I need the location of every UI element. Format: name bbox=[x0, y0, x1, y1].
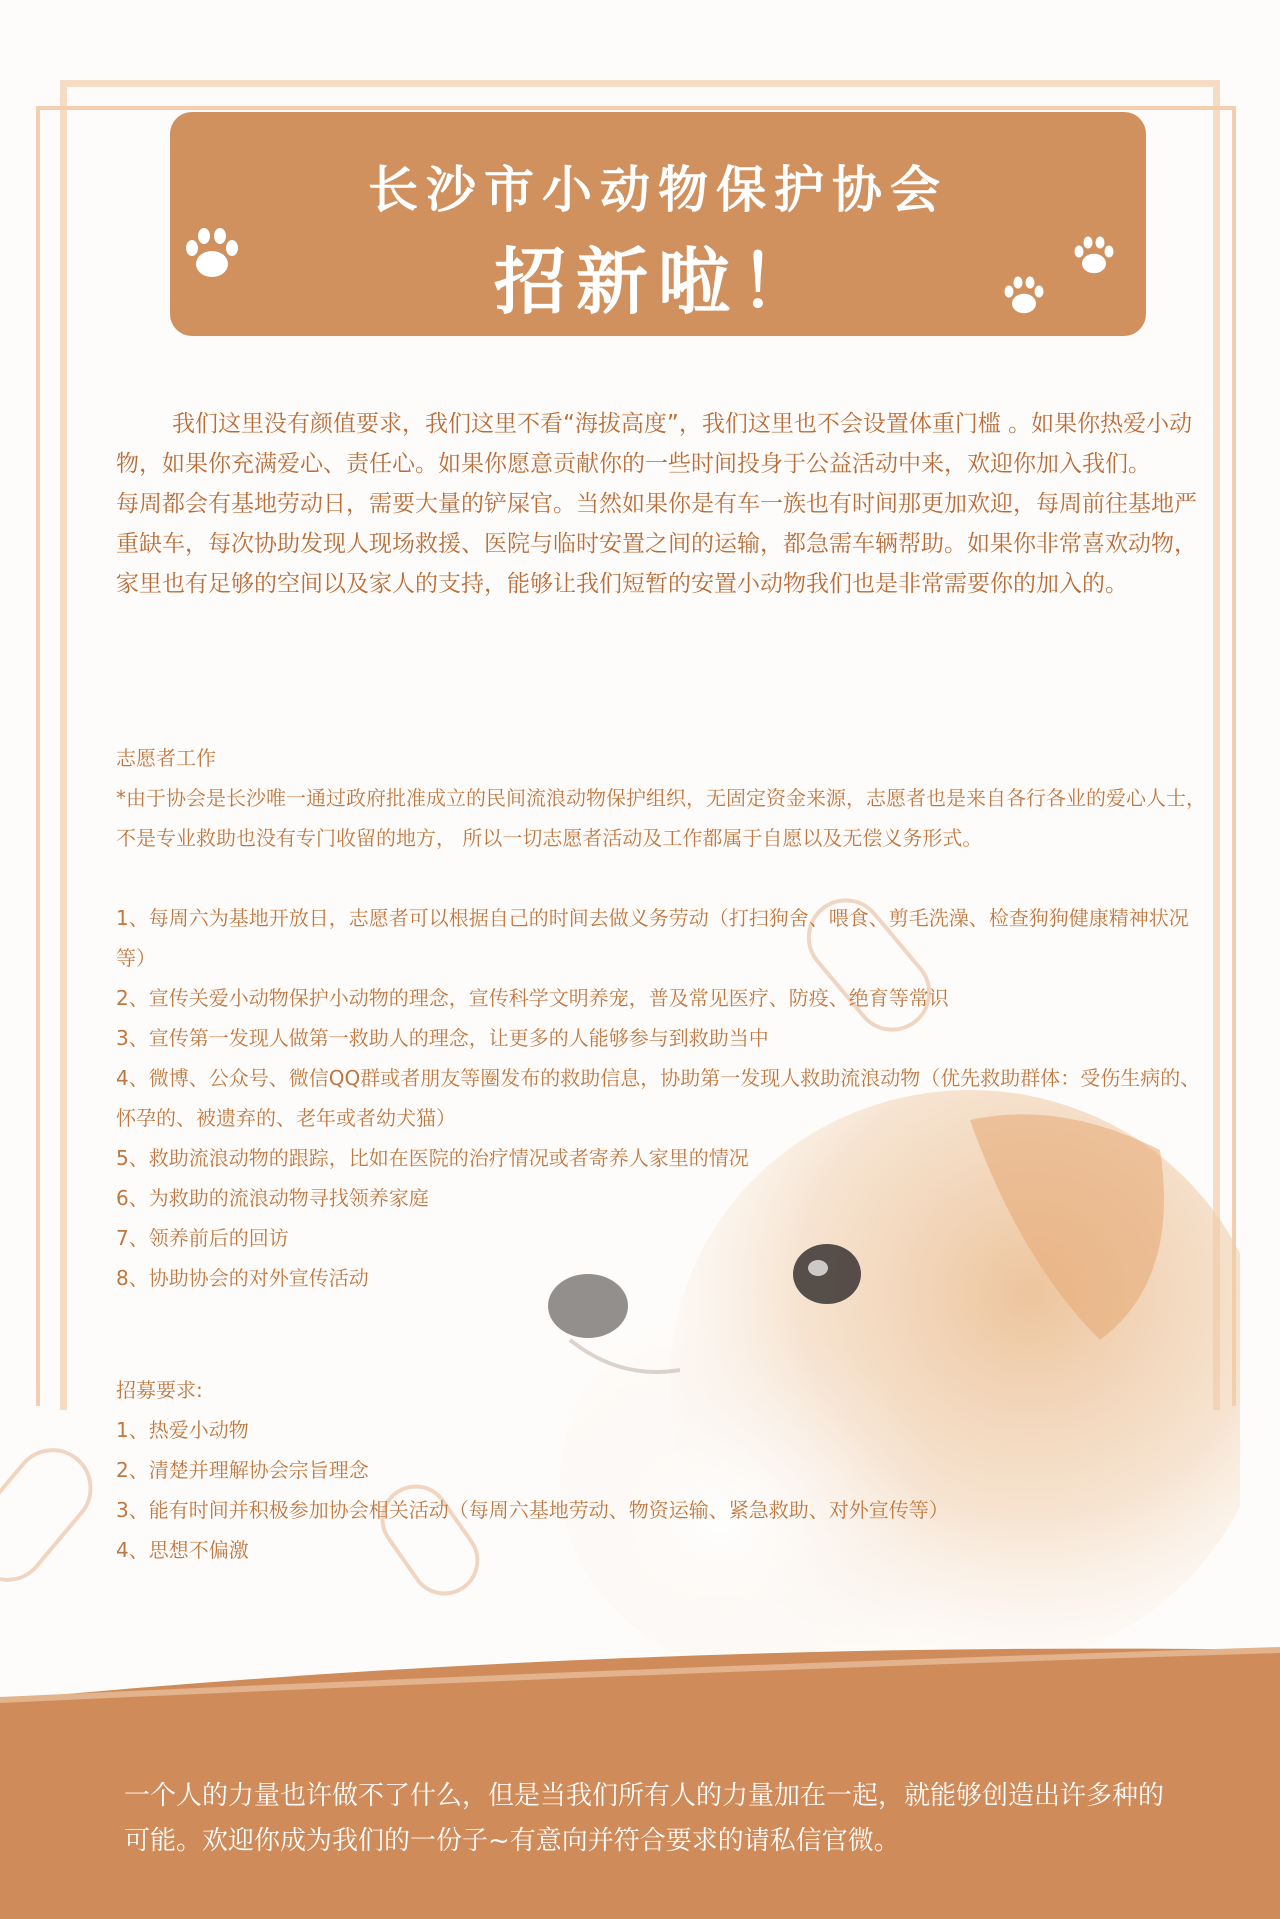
paw-icon bbox=[1070, 232, 1118, 280]
pill-icon bbox=[0, 1432, 109, 1598]
intro-text bbox=[116, 404, 1206, 604]
volunteer-item: 5、救助流浪动物的跟踪，比如在医院的治疗情况或者寄养人家里的情况 bbox=[116, 1146, 749, 1170]
requirement-item: 3、能有时间并积极参加协会相关活动（每周六基地劳动、物资运输、紧急救助、对外宣传等） bbox=[116, 1498, 949, 1522]
volunteer-item: 7、领养前后的回访 bbox=[116, 1226, 289, 1250]
volunteer-item: 1、每周六为基地开放日，志愿者可以根据自己的时间去做义务劳动（打扫狗舍、喂食、剪毛洗澡、检查狗狗健康精神状况等） bbox=[116, 906, 1189, 970]
volunteer-note: *由于协会是长沙唯一通过政府批准成立的民间流浪动物保护组织，无固定资金来源，志愿者也是来自各行各业的爱心人士，不是专业救助也没有专门收留的地方， 所以一切志愿者活动及工作都属于自愿以及无偿义务形式。 bbox=[116, 786, 1206, 850]
requirement-item: 2、清楚并理解协会宗旨理念 bbox=[116, 1458, 369, 1482]
volunteer-item: 4、微博、公众号、微信QQ群或者朋友等圈发布的救助信息，协助第一发现人救助流浪动物（优先救助群体：受伤生病的、怀孕的、被遗弃的、老年或者幼犬猫） bbox=[116, 1066, 1201, 1130]
volunteer-item: 8、协助协会的对外宣传活动 bbox=[116, 1266, 369, 1290]
intro-paragraph: 每周都会有基地劳动日，需要大量的铲屎官。当然如果你是有车一族也有时间那更加欢迎，每周前往基地严重缺车，每次协助发现人现场救援、医院与临时安置之间的运输，都急需车辆帮助。如果你非常喜欢动物，家里也有足够的空间以及家人的支持，能够让我们短暂的安置小动物我们也是非常需要你的加入的。 bbox=[116, 491, 1197, 597]
intro-paragraph: 我们这里没有颜值要求，我们这里不看“海拔高度”，我们这里也不会设置体重门槛 。如果你热爱小动物，如果你充满爱心、责任心。如果你愿意贡献你的一些时间投身于公益活动中来，欢迎你加入我们。 bbox=[116, 411, 1193, 477]
requirements-heading: 招募要求: bbox=[116, 1378, 203, 1402]
volunteer-item: 2、宣传关爱小动物保护小动物的理念，宣传科学文明养宠，普及常见医疗、防疫、绝育等常识 bbox=[116, 986, 949, 1010]
volunteer-item: 6、为救助的流浪动物寻找领养家庭 bbox=[116, 1186, 429, 1210]
paw-icon bbox=[180, 222, 244, 286]
header-title: 长沙市小动物保护协会 bbox=[368, 161, 948, 219]
requirement-item: 4、思想不偏激 bbox=[116, 1538, 249, 1562]
volunteer-heading: 志愿者工作 bbox=[116, 746, 216, 770]
requirement-item: 1、热爱小动物 bbox=[116, 1418, 249, 1442]
header-banner bbox=[170, 112, 1146, 336]
paw-icon bbox=[1000, 272, 1048, 320]
spacer bbox=[116, 858, 1206, 898]
footer-wave bbox=[0, 1620, 1280, 1919]
footer-text: 一个人的力量也许做不了什么，但是当我们所有人的力量加在一起，就能够创造出许多种的可能。欢迎你成为我们的一份子~有意向并符合要求的请私信官微。 bbox=[124, 1781, 1165, 1856]
volunteer-section bbox=[116, 738, 1206, 1298]
header-subtitle: 招新啦！ bbox=[493, 240, 822, 324]
requirements-section bbox=[116, 1370, 1206, 1570]
volunteer-item: 3、宣传第一发现人做第一救助人的理念，让更多的人能够参与到救助当中 bbox=[116, 1026, 769, 1050]
